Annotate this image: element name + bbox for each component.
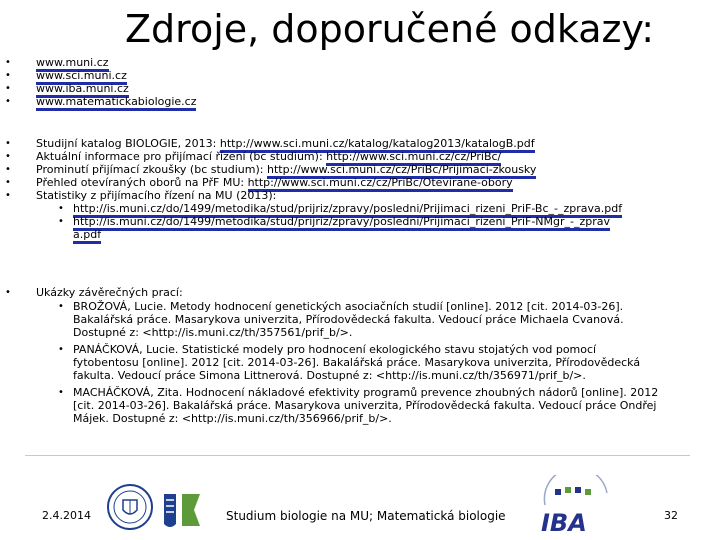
slide-title: Zdroje, doporučené odkazy: bbox=[125, 7, 655, 51]
resources-list bbox=[0, 137, 720, 241]
iba-logo bbox=[535, 475, 620, 537]
list-item[interactable] bbox=[0, 56, 720, 69]
resource-link[interactable]: http://www.sci.muni.cz/cz/PriBc/Otevirane-obory bbox=[248, 176, 513, 192]
bullet-icon: • bbox=[5, 96, 11, 107]
resource-link[interactable]: http://www.sci.muni.cz/katalog/katalog2013/katalogB.pdf bbox=[220, 137, 535, 153]
bullet-icon: • bbox=[58, 216, 64, 227]
resource-label: Prominutí přijímací zkoušky (bc studium): bbox=[36, 163, 267, 176]
list-item bbox=[0, 137, 720, 150]
bullet-icon: • bbox=[5, 190, 11, 201]
list-item[interactable] bbox=[0, 69, 720, 82]
resource-link[interactable]: http://www.sci.muni.cz/cz/PriBc/ bbox=[326, 150, 501, 166]
link-muni[interactable]: www.muni.cz bbox=[36, 56, 109, 72]
bullet-icon: • bbox=[5, 70, 11, 81]
bullet-icon: • bbox=[58, 344, 64, 355]
list-item bbox=[0, 386, 663, 425]
list-item[interactable] bbox=[0, 95, 720, 108]
footer-center-text: Studium biologie na MU; Matematická biologie bbox=[226, 509, 506, 523]
link-sci[interactable]: www.sci.muni.cz bbox=[36, 69, 127, 85]
statistics-link-bc[interactable]: http://is.muni.cz/do/1499/metodika/stud/prijriz/zpravy/posledni/Prijimaci_rizeni_PriF-Bc_-_zprava.pdf bbox=[73, 202, 622, 218]
faculty-science-logo bbox=[152, 484, 210, 538]
bullet-icon: • bbox=[5, 151, 11, 162]
bullet-icon: • bbox=[58, 301, 64, 312]
thesis-citation: BROŽOVÁ, Lucie. Metody hodnocení genetických asociačních studií [online]. 2012 [cit. 2014-03-26]. Bakalářská práce. Masarykova univerzita, Přírodovědecká fakulta. Vedoucí práce Michaela Cvanová. Dostupné z: <http://is.muni.cz/th/357561/prif_b/>. bbox=[73, 300, 624, 339]
footer-date: 2.4.2014 bbox=[42, 509, 91, 522]
resource-label: Statistiky z přijímacího řízení na MU (2013): bbox=[36, 189, 277, 202]
bullet-icon: • bbox=[5, 164, 11, 175]
link-matbio[interactable]: www.matematickabiologie.cz bbox=[36, 95, 196, 111]
list-item bbox=[0, 150, 720, 163]
thesis-citation: MACHÁČKOVÁ, Zita. Hodnocení nákladové efektivity programů prevence zhoubných nádorů [online]. 2012 [cit. 2014-03-26]. Bakalářská práce. Masarykova univerzita, Přírodovědecká fakulta. Vedoucí práce Ondřej Májek. Dostupné z: <http://is.muni.cz/th/356966/prif_b/>. bbox=[73, 386, 659, 425]
list-item bbox=[0, 176, 720, 189]
list-item bbox=[0, 202, 663, 215]
page-number: 32 bbox=[664, 509, 678, 522]
list-item bbox=[0, 300, 663, 339]
resource-label: Aktuální informace pro přijímací řízení (bc studium): bbox=[36, 150, 327, 163]
theses-list bbox=[0, 286, 720, 425]
thesis-citation: PANÁČKOVÁ, Lucie. Statistické modely pro hodnocení ekologického stavu stojatých vod pomocí fytobentosu [online]. 2012 [cit. 2014-03-26]. Bakalářská práce. Masarykova univerzita, Přírodovědecká fakulta. Vedoucí práce Simona Littnerová. Dostupné z: <http://is.muni.cz/th/356971/prif_b/>. bbox=[73, 343, 641, 382]
bullet-icon: • bbox=[5, 287, 11, 298]
bullet-icon: • bbox=[5, 57, 11, 68]
bullet-icon: • bbox=[58, 387, 64, 398]
bullet-icon: • bbox=[58, 203, 64, 214]
list-item bbox=[0, 163, 720, 176]
resource-label: Přehled otevíraných oborů na PřF MU: bbox=[36, 176, 248, 189]
bullet-icon: • bbox=[5, 83, 11, 94]
statistics-link-nmgr[interactable]: http://is.muni.cz/do/1499/metodika/stud/prijriz/zpravy/posledni/Prijimaci_rizeni_PriF-NMgr_-_zprava.pdf bbox=[73, 215, 610, 244]
bullet-icon: • bbox=[5, 177, 11, 188]
muni-seal-logo bbox=[106, 478, 154, 536]
list-item bbox=[0, 343, 663, 382]
bullet-icon: • bbox=[5, 138, 11, 149]
theses-heading: Ukázky závěrečných prací: bbox=[36, 286, 183, 299]
list-item bbox=[0, 286, 720, 299]
links-group-list bbox=[0, 56, 720, 108]
resource-label: Studijní katalog BIOLOGIE, 2013: bbox=[36, 137, 220, 150]
link-iba[interactable]: www.iba.muni.cz bbox=[36, 82, 129, 98]
list-item bbox=[0, 215, 618, 241]
resource-link[interactable]: http://www.sci.muni.cz/cz/PriBc/Prijimaci-zkousky bbox=[267, 163, 536, 179]
list-item[interactable] bbox=[0, 82, 720, 95]
iba-logo-text: IBA bbox=[541, 509, 587, 537]
list-item bbox=[0, 189, 720, 202]
footer-divider bbox=[25, 455, 690, 456]
